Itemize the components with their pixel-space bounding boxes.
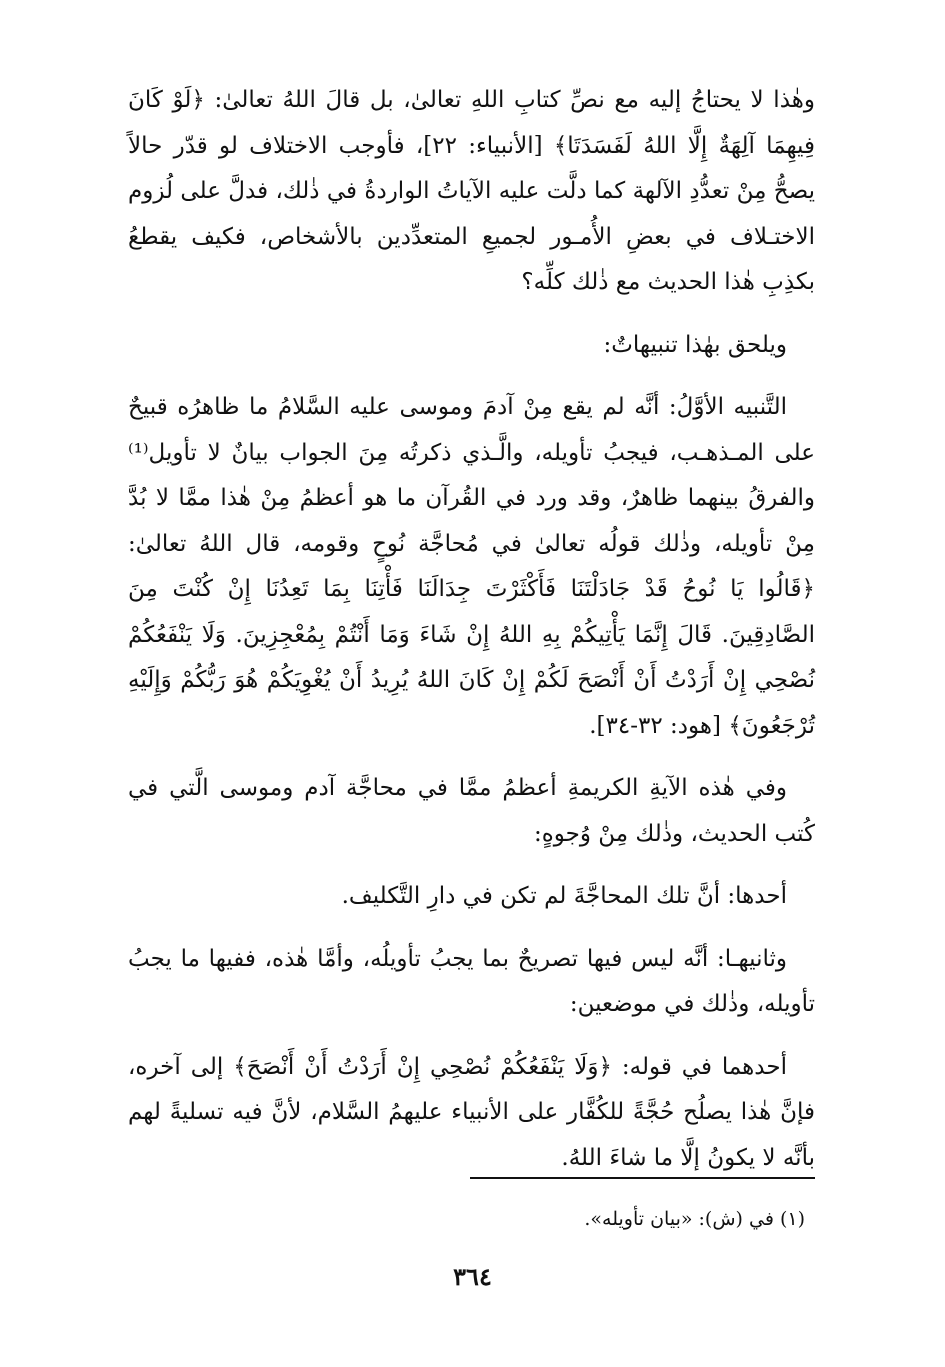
footnote: (١) في (ش): «بيان تأويله». <box>584 1208 805 1230</box>
paragraph-5: أحدها: أنَّ تلك المحاجَّةَ لم تكن في دارِ التَّكليف. <box>341 883 787 909</box>
main-text <box>128 78 815 1198</box>
page-number: ٣٦٤ <box>453 1262 492 1291</box>
paragraph-2: ويلحق بهٰذا تنبيهاتٌ: <box>603 331 787 358</box>
paragraph-6: وثانيهـا: أنَّه ليس فيها تصريحٌ بما يجبُ تأويلُه، وأمَّا هٰذه، ففيها ما يجبُ تأويله، وذٰلك في موضعين: <box>128 945 815 1017</box>
paragraph-4: وفي هٰذه الآيةِ الكريمةِ أعظمُ ممَّا في محاجَّة آدم وموسى الَّتي في كُتب الحديث، وذٰلك مِنْ وُجوهٍ: <box>128 775 815 847</box>
footnote-divider <box>470 1177 815 1179</box>
paragraph-7: أحدهما في قوله: ﴿وَلَا يَنْفَعُكُمْ نُصْحِي إِنْ أَرَدْتُ أَنْ أَنْصَحَ﴾ إلى آخره، فإنَّ هٰذا يصلُح حُجَّةً للكُفَّار على الأنبياء عليهمُ السَّلام، لأنَّ فيه تسليةً لهم بأنَّه لا يكونُ إلَّا ما شاءَ اللهُ. <box>128 1053 815 1171</box>
paragraph-1: وهٰذا لا يحتاجُ إليه مع نصِّ كتابِ اللهِ تعالىٰ، بل قالَ اللهُ تعالىٰ: ﴿لَوْ كَانَ فِيهِمَا آلِهَةٌ إِلَّا اللهُ لَفَسَدَتَا﴾ [الأنبياء: ٢٢]، فأوجب الاختلاف لو قدّر حالاً يصحُّ مِنْ تعدُّدِ الآلهة كما دلَّت عليه الآياتُ الواردةُ في ذٰلك، فدلَّ على لُزوم الاختـلاف في بعضِ الأُمـور لجميعِ المتعدِّدين بالأشخاص، فكيف يقطعُ بكذِبِ هٰذا الحديث مع ذٰلك كلِّه؟ <box>128 87 815 295</box>
paragraph-3: التَّنبيه الأوَّلُ: أنَّه لم يقع مِنْ آدمَ وموسى عليه السَّلامُ ما ظاهرُه قبيحٌ على المـذهـب، فيجبُ تأويله، والَّـذي ذكرتُه مِنَ الجواب بيانٌ لا تأويل⁽¹⁾ والفرقُ بينهما ظاهرٌ، وقد ورد في القُرآن ما هو أعظمُ مِنْ هٰذا ممَّا لا بُدَّ مِنْ تأويله، وذٰلك قولُه تعالىٰ في مُحاجَّة نُوحٍ وقومه، قال اللهُ تعالىٰ: ﴿قَالُوا يَا نُوحُ قَدْ جَادَلْتَنَا فَأَكْثَرْتَ جِدَالَنَا فَأْتِنَا بِمَا تَعِدُنَا إِنْ كُنْتَ مِنَ الصَّادِقِينَ. قَالَ إِنَّمَا يَأْتِيكُمْ بِهِ اللهُ إِنْ شَاءَ وَمَا أَنْتُمْ بِمُعْجِزِينَ. وَلَا يَنْفَعُكُمْ نُصْحِي إِنْ أَرَدْتُ أَنْ أَنْصَحَ لَكُمْ إِنْ كَانَ اللهُ يُرِيدُ أَنْ يُغْوِيَكُمْ هُوَ رَبُّكُمْ وَإِلَيْهِ تُرْجَعُونَ﴾ [هود: ٣٢-٣٤]. <box>128 394 815 739</box>
